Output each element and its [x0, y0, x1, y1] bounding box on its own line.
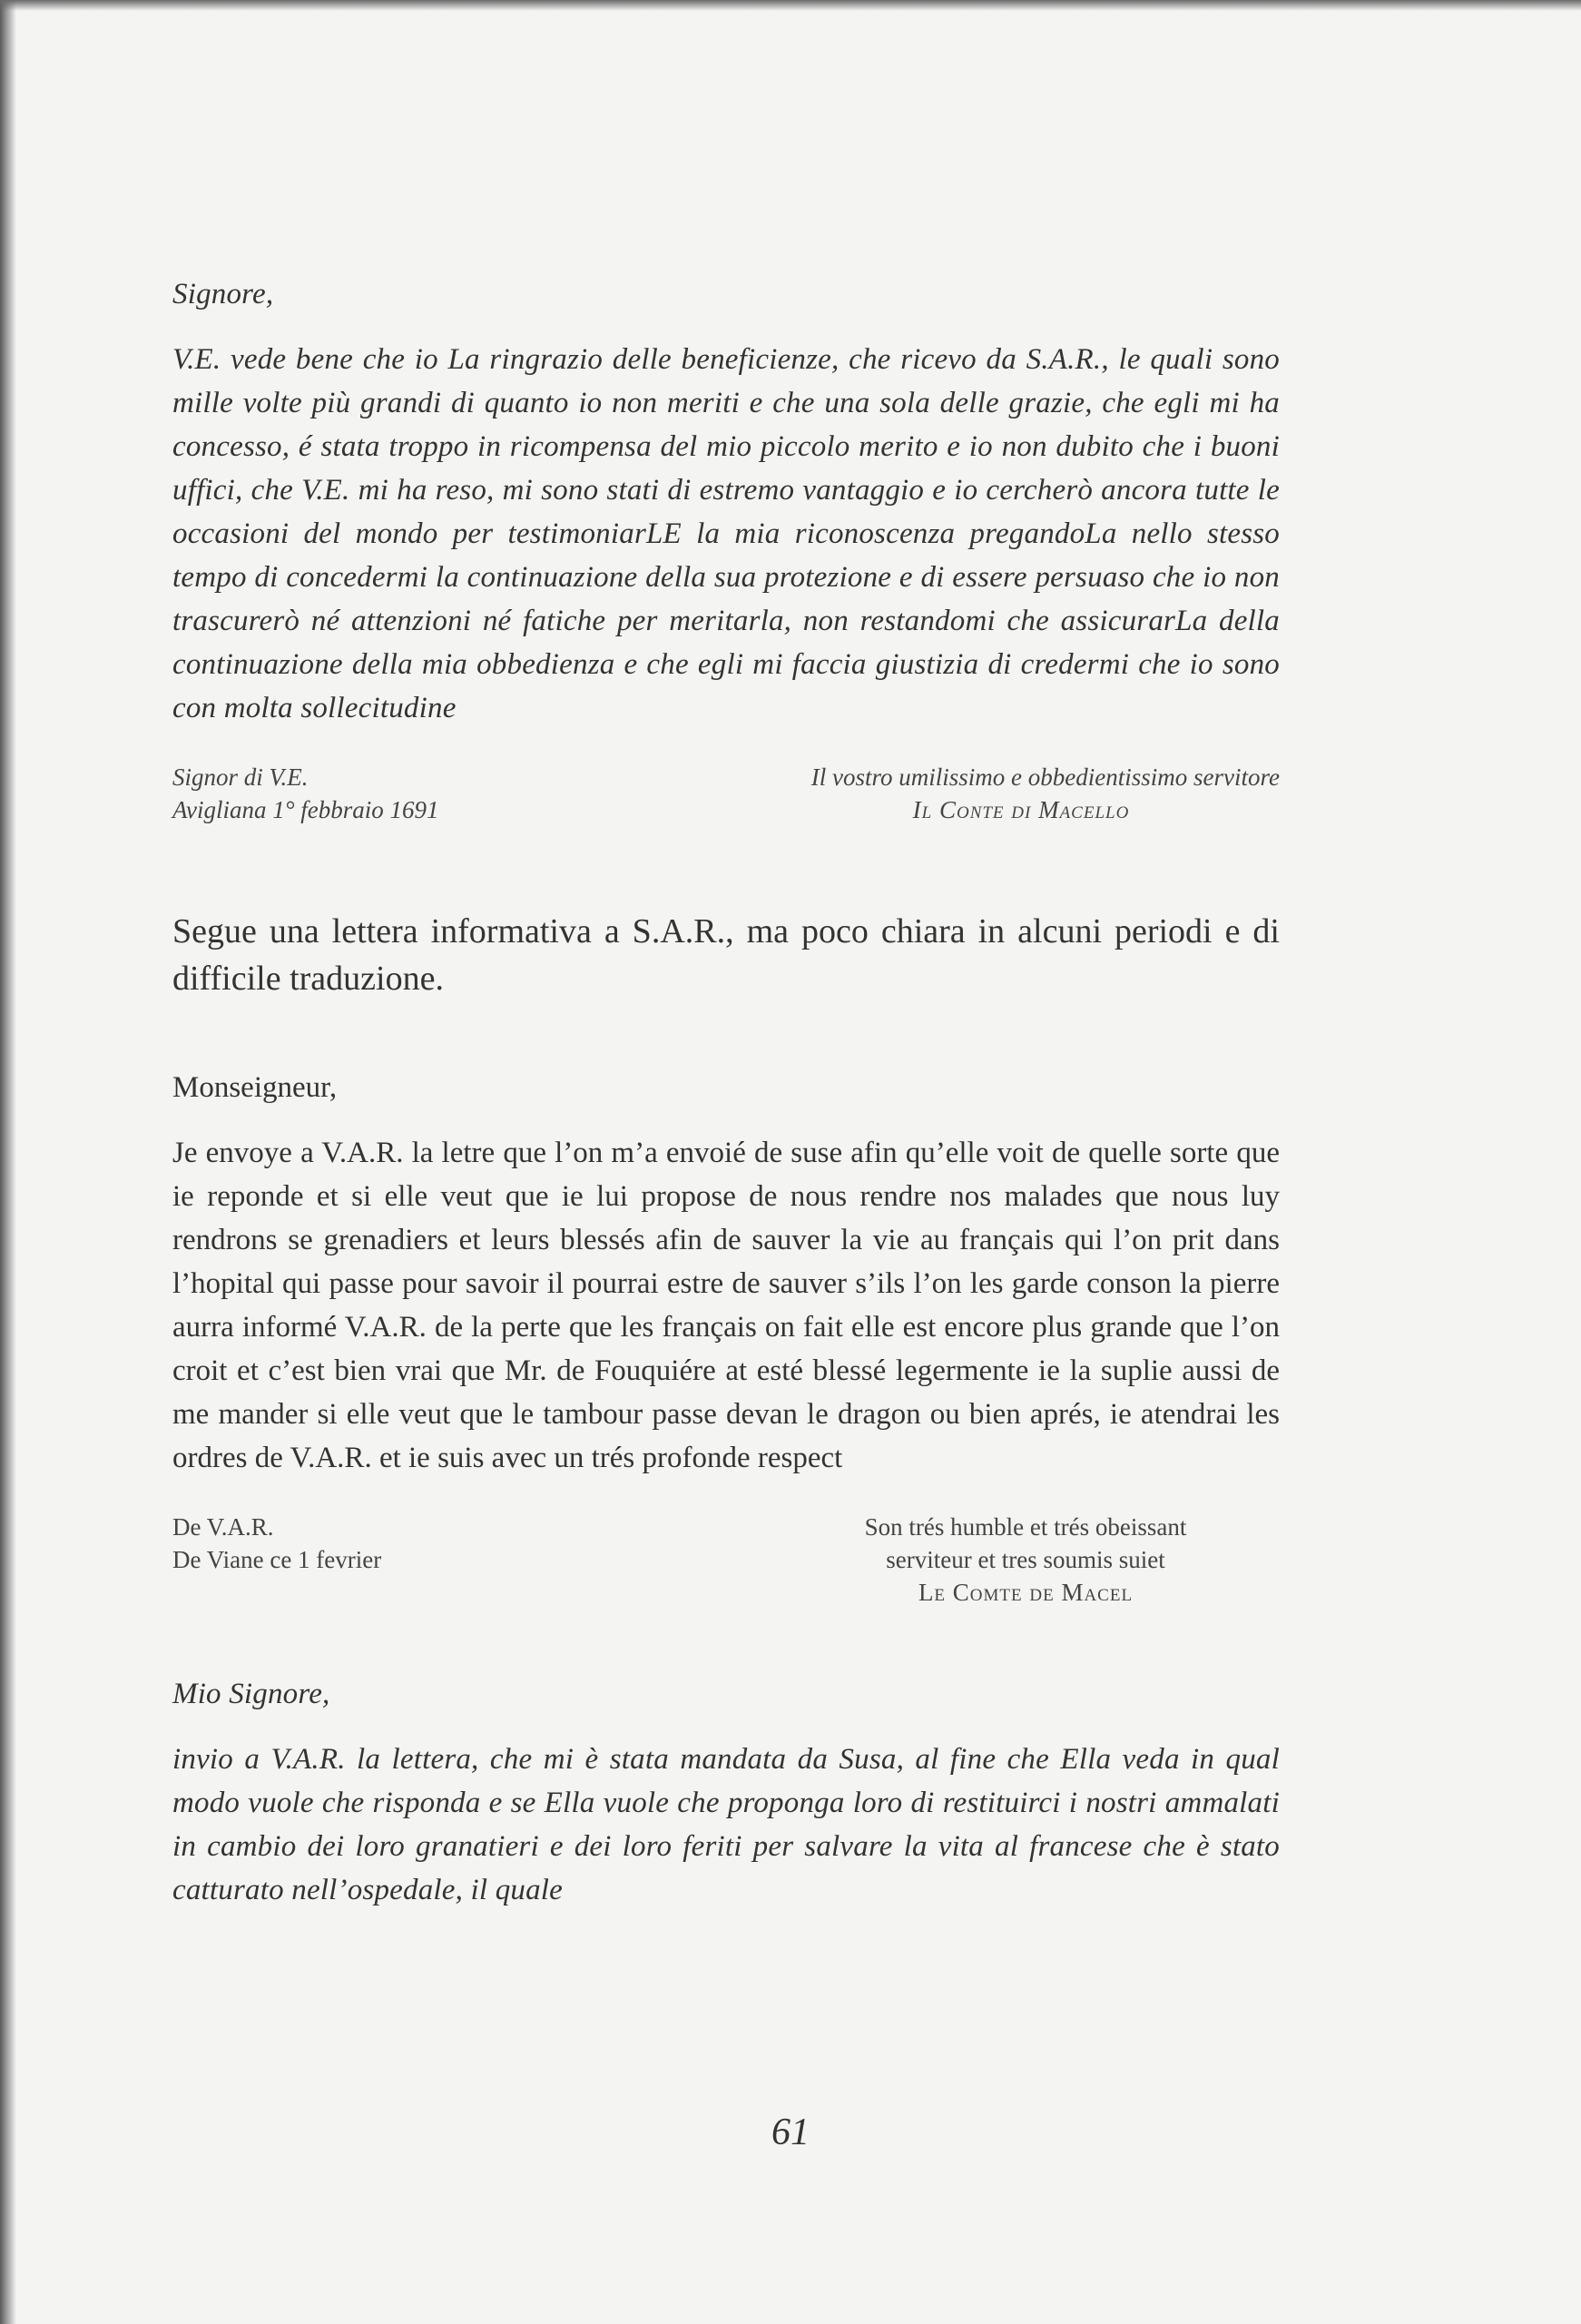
letter1-signature-right [626, 761, 1280, 826]
editorial-commentary: Segue una lettera informativa a S.A.R., ma poco chiara in alcuni periodi e di difficile traduzione. [172, 912, 1280, 998]
letter-french [172, 1066, 1280, 1609]
page-gutter-shadow [0, 0, 16, 2324]
page-content [172, 272, 1280, 1912]
letter3-salutation: Mio Signore, [172, 1678, 330, 1710]
letter2-signature-left [172, 1511, 590, 1609]
letter2-salutation: Monseigneur, [172, 1071, 338, 1104]
letter1-sig-left-line2: Avigliana 1° febbraio 1691 [172, 796, 439, 823]
letter1-body: V.E. vede bene che io La ringrazio delle beneficienze, che ricevo da S.A.R., le quali sono mille volte più grandi di quanto io non meriti e che una sola delle grazie, che egli mi ha concesso, é stata troppo in ricompensa del mio piccolo merito e io non dubito che i buoni uffici, che V.E. mi ha reso, mi sono stati di estremo vantaggio e io cercherò ancora tutte le occasioni del mondo per testimoniarLE la mia riconoscenza pregandoLa nello stesso tempo di concedermi la continuazione della sua protezione e di essere persuaso che io non trascurerò né attenzioni né fatiche per meritarla, non restandomi che assicurarLa della continuazione della mia obbedienza e che egli mi faccia giustizia di credermi che io sono con molta sollecitudine [172, 343, 1280, 724]
letter1-signer-name: Il Conte di Macello [912, 796, 1130, 823]
letter2-signature [172, 1511, 1280, 1609]
letter1-salutation: Signore, [172, 278, 274, 310]
letter1-sig-left-line1: Signor di V.E. [172, 763, 309, 791]
page-number: 61 [771, 2112, 810, 2153]
letter-italian-2 [172, 1672, 1280, 1912]
letter2-signer-name: Le Comte de Macel [918, 1579, 1134, 1606]
letter2-sig-left-line2: De Viane ce 1 fevrier [172, 1546, 382, 1573]
letter2-sig-right-line1: Son trés humble et trés obeissant [864, 1513, 1187, 1541]
letter1-signature-left [172, 761, 590, 826]
letter2-sig-right-line2: serviteur et tres soumis suiet [886, 1546, 1165, 1573]
letter2-signature-right [771, 1511, 1280, 1609]
letter-italian-1 [172, 272, 1280, 826]
letter2-body: Je envoye a V.A.R. la letre que l’on m’a envoié de suse afin qu’elle voit de quelle sorte que ie reponde et si elle veut que ie lui propose de nous rendre nos malades que nous luy rendrons se grenadiers et leurs blessés afin de sauver la vie au français qui l’on prit dans l’hopital qui passe pour savoir il pourrai estre de sauver s’ils l’on les garde conson la pierre aurra informé V.A.R. de la perte que les français on fait elle est encore plus grande que l’on croit et c’est bien vrai que Mr. de Fouquiére at esté blessé legermente ie la suplie aussi de me mander si elle veut que le tambour passe devan le dragon ou bien aprés, ie atendrai les ordres de V.A.R. et ie suis avec un trés profonde respect [172, 1137, 1280, 1474]
letter3-body: invio a V.A.R. la lettera, che mi è stata mandata da Susa, al fine che Ella veda in qual modo vuole che risponda e se Ella vuole che proponga loro di restituirci i nostri ammalati in cambio dei loro granatieri e dei loro feriti per salvare la vita al francese che è stato catturato nell’ospedale, il quale [172, 1743, 1280, 1906]
letter1-sig-right-line1: Il vostro umilissimo e obbedientissimo servitore [810, 763, 1280, 791]
letter2-sig-left-line1: De V.A.R. [172, 1513, 274, 1541]
letter1-signature [172, 761, 1280, 826]
page-top-shadow [0, 0, 1581, 11]
